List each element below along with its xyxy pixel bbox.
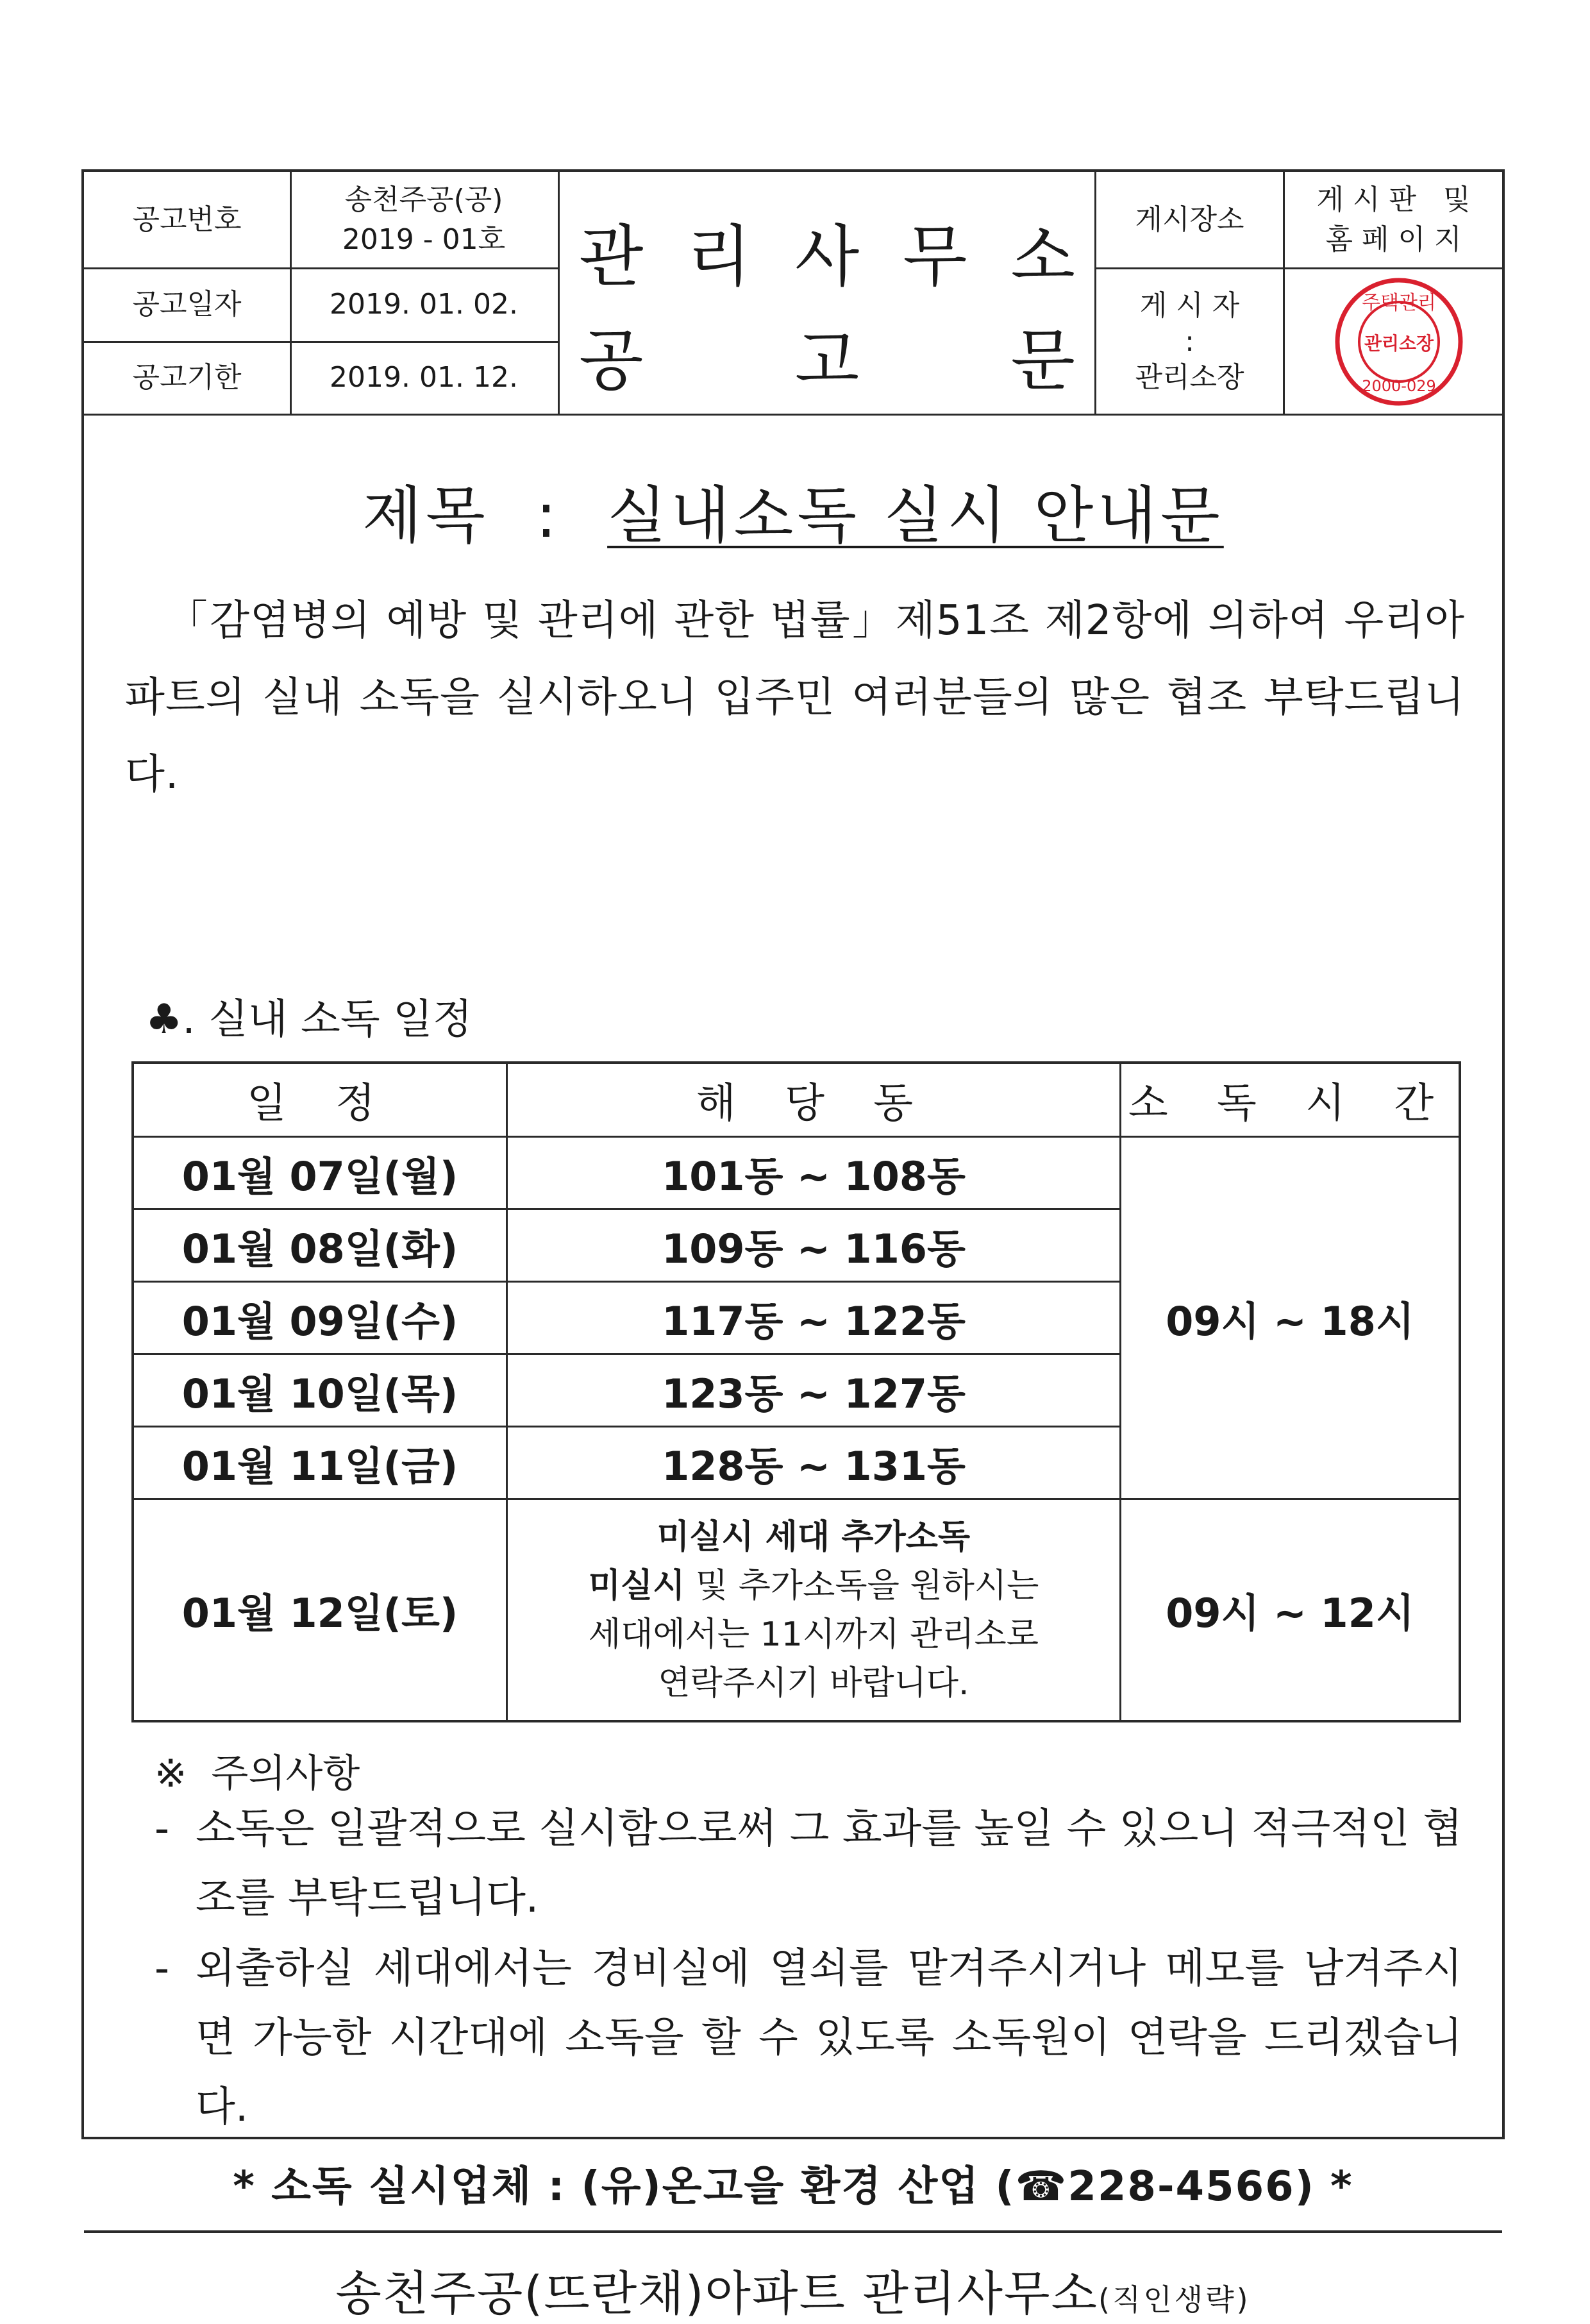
contractor-contact: * 소독 실시업체 : (유)온고을 환경 산업 (☎228-4566) * <box>233 2163 1353 2210</box>
post-place-value: 게 시 판 및 홈 페 이 지 <box>1316 183 1471 256</box>
schedule-section-title: ♣. 실내 소독 일정 <box>146 996 473 1043</box>
notice-date-label: 공고일자 <box>132 287 242 321</box>
notice-header <box>84 172 1502 416</box>
notice-no-value-line1: 송천주공(공) <box>344 183 503 216</box>
svg-text:관리소장: 관리소장 <box>1364 333 1434 354</box>
notice-no-value-line2: 2019 - 01호 <box>342 223 506 256</box>
col-header-time: 소 독 시 간 <box>1128 1080 1452 1127</box>
table-row-buildings: 117동 ~ 122동 <box>662 1297 966 1345</box>
post-place-label: 게시장소 <box>1135 203 1244 236</box>
footer-office: 송천주공(뜨란채)아파트 관리사무소(직인생략) <box>335 2266 1251 2321</box>
note-item: - 외출하실 세대에서는 경비실에 열쇠를 맡겨주시거나 메모를 남겨주시면 가능한 시간대에 소독을 할 수 있도록 소독원이 연락을 드리겠습니다. <box>155 1945 1462 2131</box>
club-icon: ♣ <box>146 996 183 1043</box>
office-title-row: 관 리 사 무 소 <box>579 217 1075 296</box>
table-row-date: 01월 09일(수) <box>181 1297 458 1345</box>
notice-title-row: 공 고 문 <box>579 321 1075 400</box>
col-header-date: 일 정 <box>247 1080 393 1127</box>
extra-row-note: 미실시 세대 추가소독 미실시 및 추가소독을 원하시는 세대에서는 11시까지 관리소로 연락주시기 바랍니다. <box>588 1517 1039 1703</box>
table-row-date: 01월 08일(화) <box>181 1225 458 1272</box>
table-row-buildings: 128동 ~ 131동 <box>662 1442 966 1490</box>
table-row-buildings: 101동 ~ 108동 <box>662 1152 966 1200</box>
official-seal-stamp <box>1333 276 1465 408</box>
notes-heading: ※ 주의사항 <box>155 1751 360 1796</box>
col-header-buildings: 해 당 동 <box>696 1080 932 1127</box>
notice-no-label: 공고번호 <box>132 203 242 236</box>
notice-deadline-label: 공고기한 <box>132 360 242 394</box>
svg-text:2000-029: 2000-029 <box>1362 377 1436 395</box>
title-prefix: 제목 : <box>362 480 608 552</box>
table-row-buildings: 123동 ~ 127동 <box>662 1370 966 1417</box>
weekday-time: 09시 ~ 18시 <box>1166 1297 1414 1345</box>
note-item: - 소독은 일괄적으로 실시함으로써 그 효과를 높일 수 있으니 적극적인 협조를 부탁드립니다. <box>155 1805 1462 1922</box>
svg-text:주택관리: 주택관리 <box>1362 292 1436 314</box>
extra-row-time: 09시 ~ 12시 <box>1166 1590 1414 1637</box>
page-title <box>84 467 1502 555</box>
footer-divider <box>84 2230 1502 2233</box>
schedule-table <box>131 1061 1461 1722</box>
table-row-date: 01월 11일(금) <box>181 1442 458 1490</box>
notice-date-value: 2019. 01. 02. <box>330 287 518 321</box>
notice-deadline-value: 2019. 01. 12. <box>330 360 518 394</box>
notice-frame <box>81 169 1505 2321</box>
title-subject: 실내소독 실시 안내문 <box>607 480 1224 552</box>
office-notice-title <box>560 172 1094 414</box>
intro-paragraph: 「감염병의 예방 및 관리에 관한 법률」제51조 제2항에 의하여 우리아파트의 실내 소독을 실시하오니 입주민 여러분들의 많은 협조 부탁드립니다. <box>125 597 1465 798</box>
table-row-date: 01월 10일(목) <box>181 1370 458 1417</box>
notice-no-value <box>290 172 558 267</box>
poster-label: 게 시 자 : 관리소장 <box>1135 289 1244 394</box>
extra-row-date: 01월 12일(토) <box>181 1590 458 1637</box>
table-row-buildings: 109동 ~ 116동 <box>662 1225 966 1272</box>
table-row-date: 01월 07일(월) <box>181 1152 458 1200</box>
